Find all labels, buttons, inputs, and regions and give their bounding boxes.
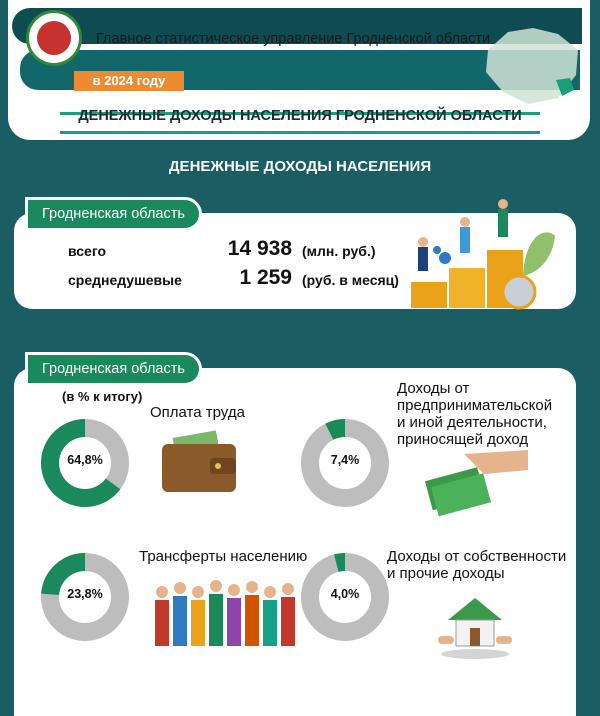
region-tag-structure: Гродненская область xyxy=(28,355,199,383)
header-title: Главное статистическое управление Гродненской области xyxy=(96,31,491,47)
category-label-business xyxy=(397,380,552,448)
region-map-icon xyxy=(478,20,588,110)
category-label-wages: Оплата труда xyxy=(150,404,245,421)
donut-value-transfers: 23,8% xyxy=(67,587,103,601)
category-label-property xyxy=(387,548,566,582)
emblem-center xyxy=(37,21,71,55)
emblem-logo xyxy=(26,10,82,66)
coins-people-illustration xyxy=(405,196,565,310)
donut-value-property: 4,0% xyxy=(330,587,360,601)
category-label-business-line2: предпринимательской xyxy=(397,397,553,414)
row-value-per-capita: 1 259 xyxy=(239,266,292,289)
row-unit-per-capita: (руб. в месяц) xyxy=(302,272,399,288)
row-label-per-capita: среднедушевые xyxy=(68,272,182,288)
house-hands-icon xyxy=(430,580,520,660)
percent-note: (в % к итогу) xyxy=(62,389,143,404)
donut-segment xyxy=(336,562,345,563)
hand-money-icon xyxy=(424,444,530,518)
year-badge: в 2024 году xyxy=(74,71,184,91)
category-label-transfers: Трансферты населению xyxy=(139,548,308,565)
section-heading: ДЕНЕЖНЫЕ ДОХОДЫ НАСЕЛЕНИЯ xyxy=(168,158,432,175)
main-title: ДЕНЕЖНЫЕ ДОХОДЫ НАСЕЛЕНИЯ ГРОДНЕНСКОЙ ОБЛАСТИ xyxy=(78,108,522,124)
row-unit-total: (млн. руб.) xyxy=(302,243,376,259)
category-label-property-line2: и прочие доходы xyxy=(387,565,505,582)
crowd-icon xyxy=(150,570,300,650)
donut-value-business: 7,4% xyxy=(330,453,360,467)
region-tag: Гродненская область xyxy=(28,200,199,228)
category-label-business-line3: и иной деятельности, xyxy=(397,414,547,431)
donut-segment xyxy=(329,428,345,432)
wallet-icon xyxy=(160,430,240,494)
category-label-business-line1: Доходы от xyxy=(397,380,470,397)
donut-value-wages: 64,8% xyxy=(67,453,103,467)
row-label-total: всего xyxy=(68,243,107,259)
category-label-business-line4: приносящей доход xyxy=(397,431,529,448)
row-value-total: 14 938 xyxy=(227,237,292,260)
category-label-property-line1: Доходы от собственности xyxy=(387,548,567,565)
